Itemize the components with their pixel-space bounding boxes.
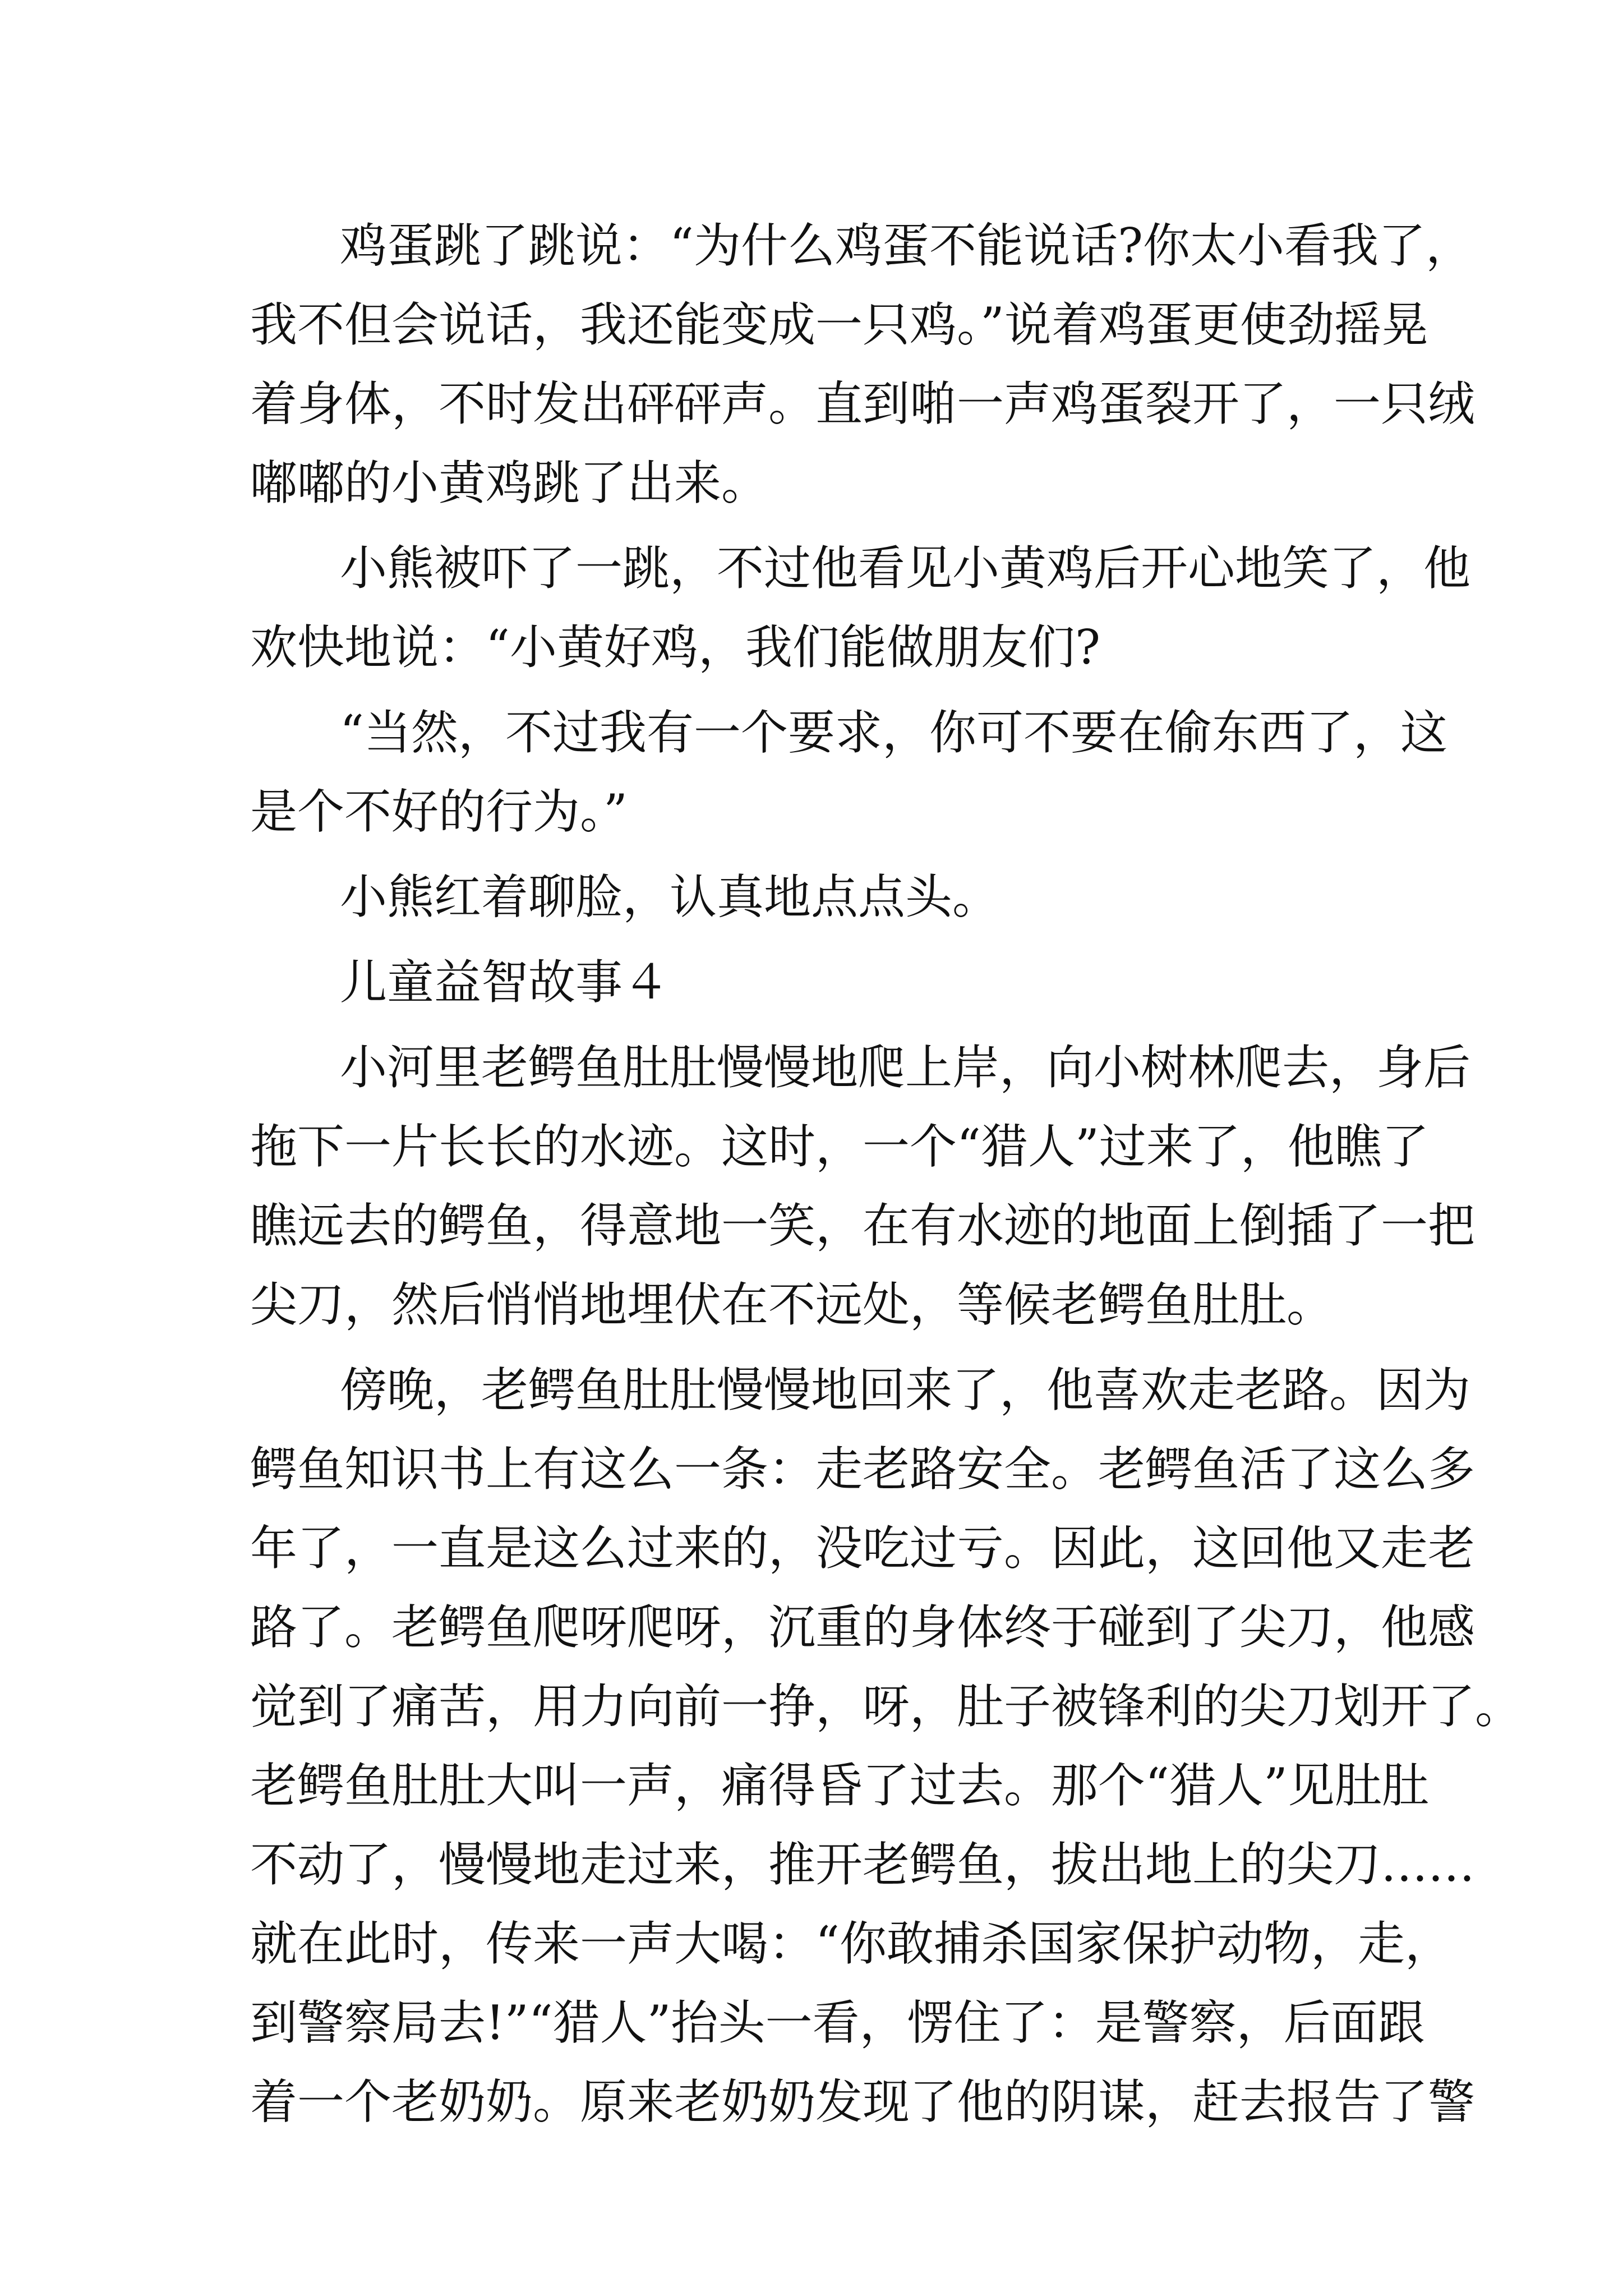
paragraph-line: 尖刀，然后悄悄地埋伏在不远处，等候老鳄鱼肚肚。 xyxy=(250,1277,1334,1332)
paragraph-line: 到警察局去!”“猎人”抬头一看，愣住了：是警察，后面跟 xyxy=(250,1995,1425,2050)
paragraph-line: 年了，一直是这么过来的，没吃过亏。因此，这回他又走老 xyxy=(250,1521,1476,1576)
paragraph-line: 小熊红着聊脸，认真地点点头。 xyxy=(340,869,1000,924)
paragraph-line: 嘟嘟的小黄鸡跳了出来。 xyxy=(250,455,769,510)
document-body xyxy=(250,206,1523,2142)
paragraph-line: 欢快地说：“小黄好鸡，我们能做朋友们? xyxy=(250,620,1100,675)
paragraph-line: 觉到了痛苦，用力向前一挣，呀，肚子被锋利的尖刀划开了。 xyxy=(250,1679,1523,1734)
paragraph-line: 鸡蛋跳了跳说：“为什么鸡蛋不能说话?你太小看我了， xyxy=(340,218,1473,273)
paragraph-line: 鳄鱼知识书上有这么一条：走老路安全。老鳄鱼活了这么多 xyxy=(250,1442,1476,1497)
paragraph-line: 小河里老鳄鱼肚肚慢慢地爬上岸，向小树林爬去，身后 xyxy=(340,1040,1471,1095)
paragraph-line: 拖下一片长长的水迹。这时，一个“猎人”过来了，他瞧了 xyxy=(250,1119,1429,1174)
paragraph-line: 路了。老鳄鱼爬呀爬呀，沉重的身体终于碰到了尖刀，他感 xyxy=(250,1600,1476,1655)
paragraph-line: 瞧远去的鳄鱼，得意地一笑，在有水迹的地面上倒插了一把 xyxy=(250,1198,1476,1253)
paragraph-line: 是个不好的行为。” xyxy=(250,784,628,839)
paragraph-line: 傍晚，老鳄鱼肚肚慢慢地回来了，他喜欢走老路。因为 xyxy=(340,1363,1471,1418)
section-heading: 儿童益智故事４ xyxy=(340,955,670,1010)
paragraph-line: “当然，不过我有一个要求，你可不要在偷东西了，这 xyxy=(340,705,1447,760)
paragraph-line: 就在此时，传来一声大喝：“你敢捕杀国家保护动物，走， xyxy=(250,1916,1452,1971)
paragraph-line: 不动了，慢慢地走过来，推开老鳄鱼，拔出地上的尖刀…… xyxy=(250,1837,1476,1892)
paragraph-line: 小熊被吓了一跳，不过他看见小黄鸡后开心地笑了，他 xyxy=(340,541,1471,596)
paragraph-line: 着一个老奶奶。原来老奶奶发现了他的阴谋，赶去报告了警 xyxy=(250,2074,1476,2129)
paragraph-line: 着身体，不时发出砰砰声。直到啪一声鸡蛋裂开了，一只绒 xyxy=(250,376,1476,431)
paragraph-line: 老鳄鱼肚肚大叫一声，痛得昏了过去。那个“猎人”见肚肚 xyxy=(250,1758,1429,1813)
paragraph-line: 我不但会说话，我还能变成一只鸡。”说着鸡蛋更使劲摇晃 xyxy=(250,297,1428,352)
